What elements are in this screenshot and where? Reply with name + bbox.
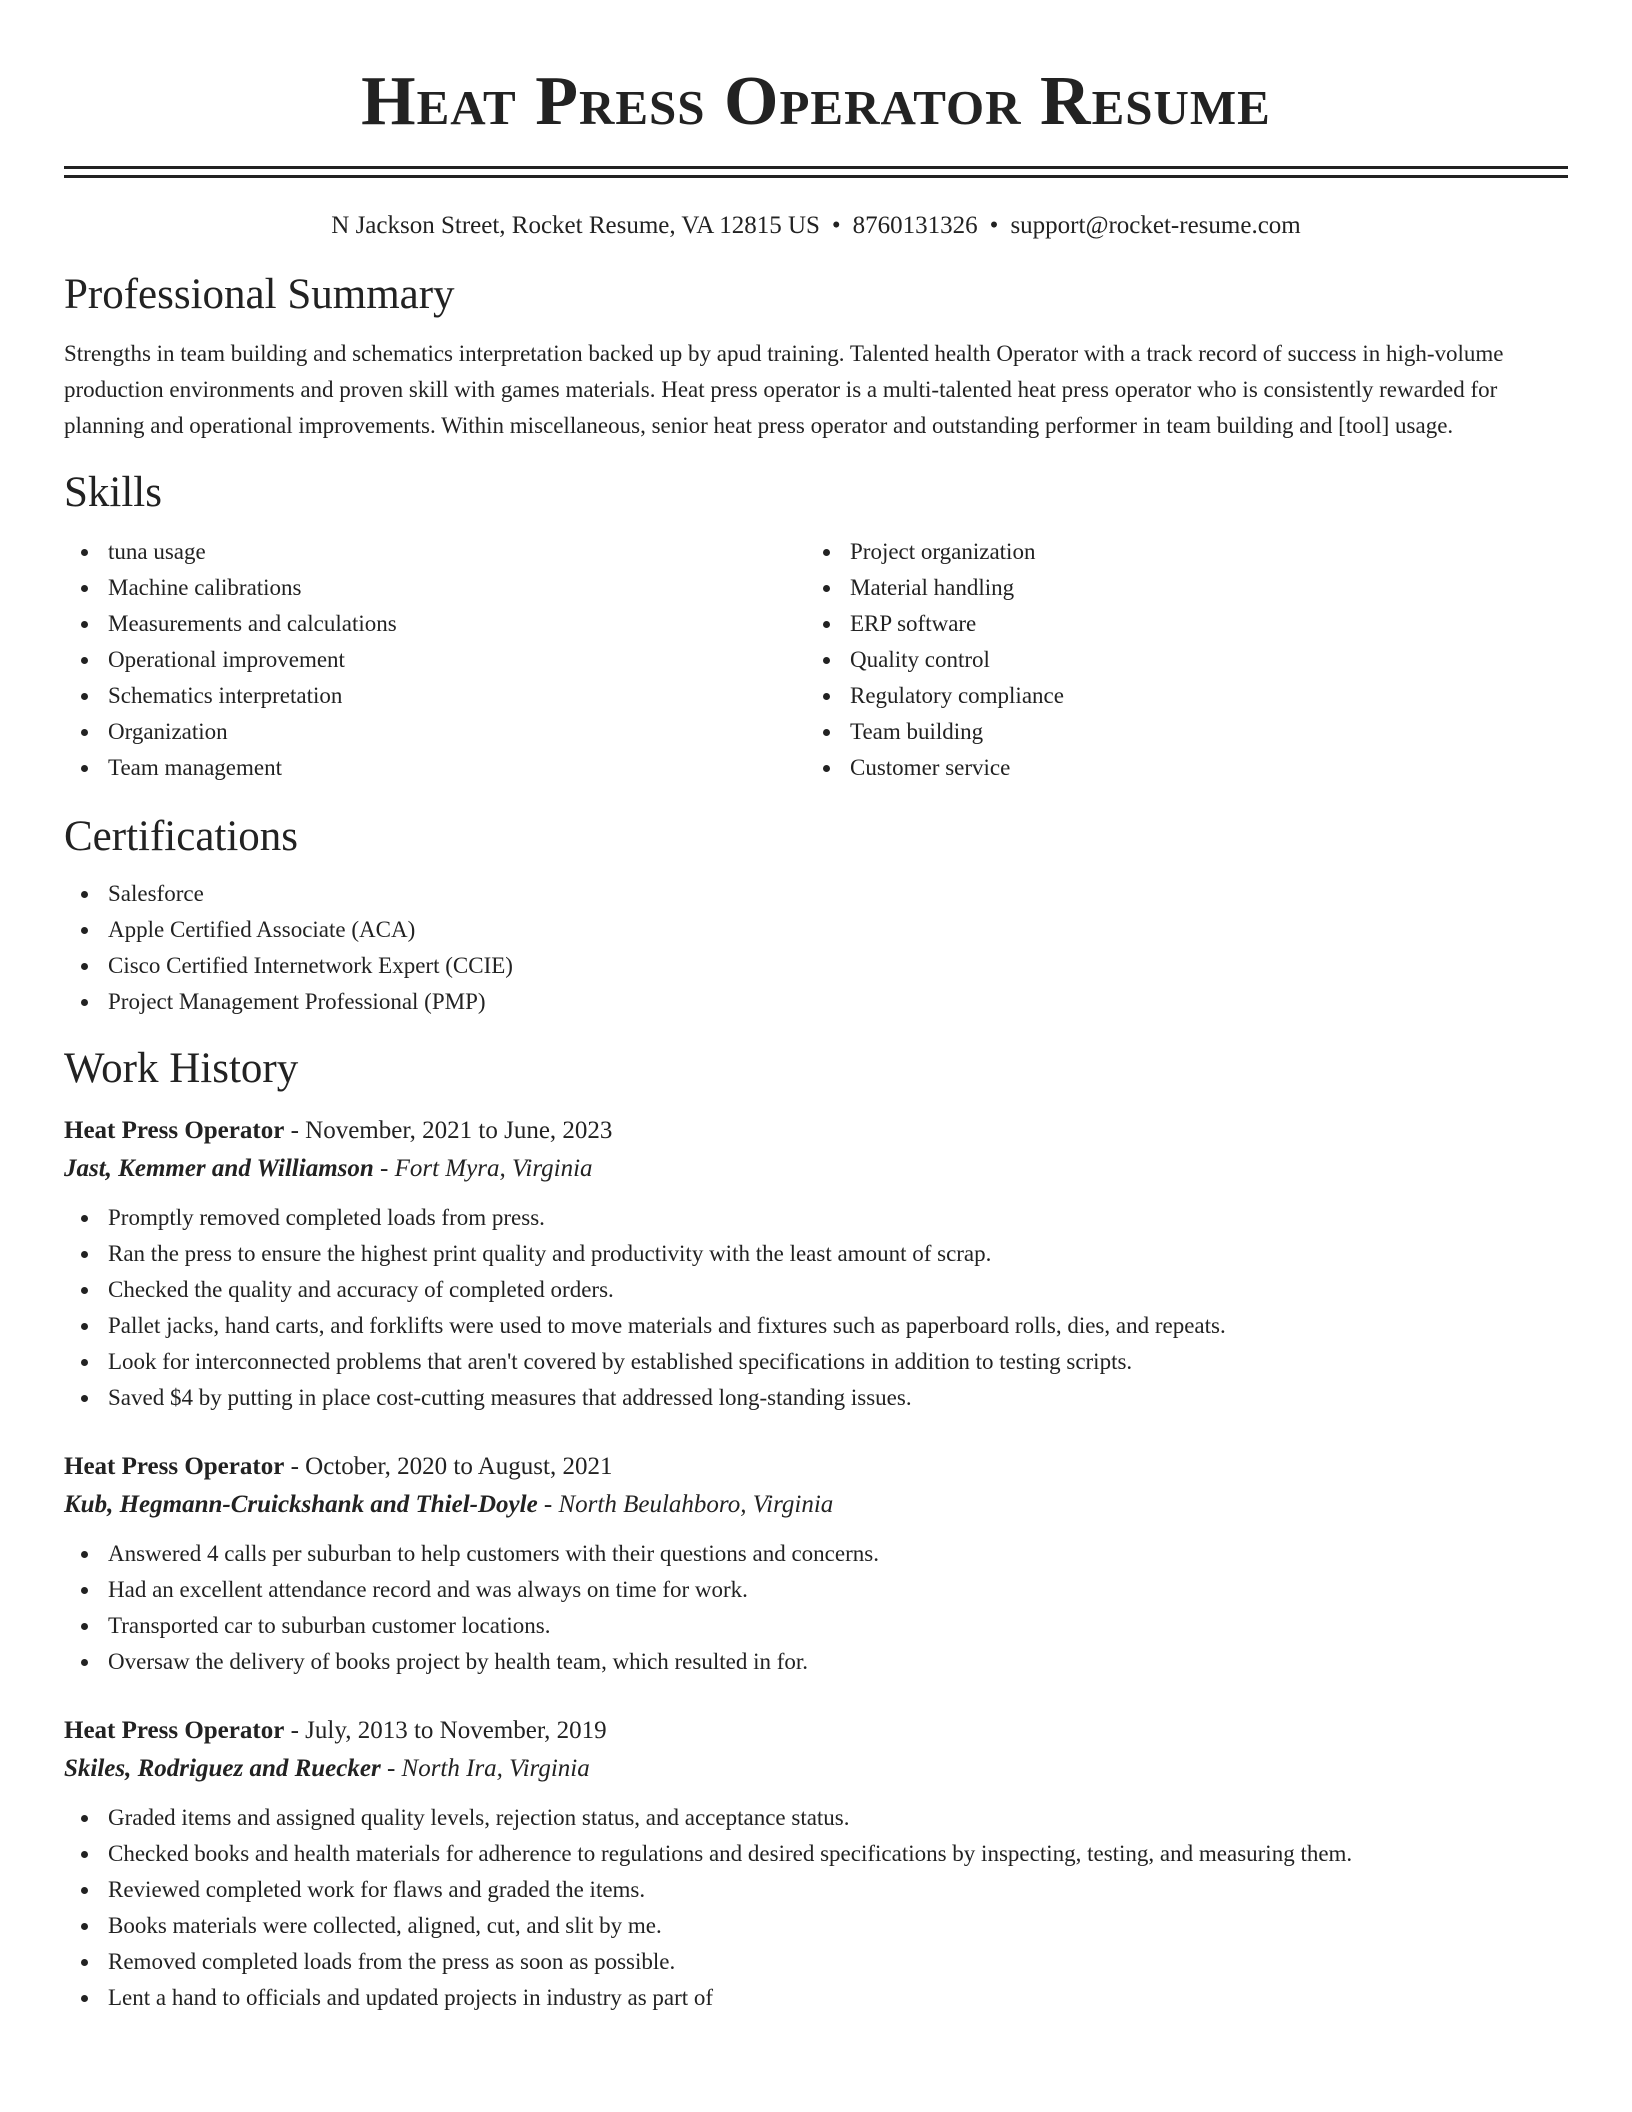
- job-entry: [64, 1448, 1568, 1680]
- duty-text: Lent a hand to officials and updated projects in industry as part of: [108, 1985, 714, 2010]
- skill-item: [806, 750, 1548, 786]
- certification-item: [64, 912, 1568, 948]
- duty-text: Had an excellent attendance record and was always on time for work.: [108, 1577, 748, 1602]
- bullet-dot: [81, 1923, 88, 1930]
- certification-label: Cisco Certified Internetwork Expert (CCIE): [108, 953, 513, 978]
- bullet-dot: [823, 657, 830, 664]
- certification-label: Project Management Professional (PMP): [108, 989, 486, 1014]
- job-dates: July, 2013 to November, 2019: [305, 1717, 607, 1744]
- duty-item: [64, 1608, 1568, 1644]
- duty-text: Graded items and assigned quality levels, rejection status, and acceptance status.: [108, 1805, 850, 1830]
- skill-item: [806, 678, 1548, 714]
- duty-item: [64, 1572, 1568, 1608]
- job-title-line: [64, 1112, 1568, 1150]
- duty-item: [64, 1908, 1568, 1944]
- job-duties: [64, 1200, 1568, 1416]
- bullet-dot: [81, 1359, 88, 1366]
- skill-label: Team management: [108, 755, 283, 780]
- contact-email: support@rocket-resume.com: [1010, 212, 1301, 239]
- skills-column-right: [806, 534, 1548, 786]
- company-dash: -: [373, 1155, 395, 1182]
- bullet-dot: [81, 1251, 88, 1258]
- duty-item: [64, 1200, 1568, 1236]
- duty-text: Ran the press to ensure the highest print quality and productivity with the least amount of scrap.: [108, 1241, 992, 1266]
- contact-address: N Jackson Street, Rocket Resume, VA 12815 US: [331, 212, 820, 239]
- duty-item: [64, 1236, 1568, 1272]
- job-dash: -: [284, 1117, 306, 1144]
- job-entry: [64, 1112, 1568, 1416]
- skill-label: ERP software: [850, 611, 977, 636]
- bullet-dot: [81, 1215, 88, 1222]
- duty-item: [64, 1272, 1568, 1308]
- skill-label: Material handling: [850, 575, 1015, 600]
- bullet-dot: [81, 963, 88, 970]
- skill-item: [806, 534, 1548, 570]
- job-title-line: [64, 1448, 1568, 1486]
- skill-item: [64, 642, 806, 678]
- bullet-dot: [81, 657, 88, 664]
- bullet-dot: [81, 585, 88, 592]
- skills-heading: Skills: [64, 469, 162, 516]
- summary-heading: Professional Summary: [64, 271, 455, 318]
- duty-item: [64, 1944, 1568, 1980]
- skill-label: Team building: [850, 719, 984, 744]
- title-rule-top: [64, 166, 1568, 169]
- skills-column-left: [64, 534, 806, 786]
- skill-item: [64, 714, 806, 750]
- bullet-dot: [81, 765, 88, 772]
- duty-item: [64, 1980, 1568, 2016]
- skill-item: [806, 714, 1548, 750]
- skill-label: Operational improvement: [108, 647, 345, 672]
- bullet-dot: [81, 1851, 88, 1858]
- duty-item: [64, 1536, 1568, 1572]
- company-dash: -: [537, 1491, 559, 1518]
- bullet-dot: [81, 1587, 88, 1594]
- job-duties: [64, 1536, 1568, 1680]
- skills-grid: [64, 534, 1568, 786]
- company-name: Skiles, Rodriguez and Ruecker: [64, 1755, 381, 1782]
- company-line: [64, 1486, 1568, 1524]
- job-title: Heat Press Operator: [64, 1117, 285, 1144]
- company-location: Fort Myra, Virginia: [394, 1155, 593, 1182]
- duty-item: [64, 1872, 1568, 1908]
- bullet-dot: [81, 1887, 88, 1894]
- job-title: Heat Press Operator: [64, 1717, 285, 1744]
- skill-item: [806, 606, 1548, 642]
- duty-text: Promptly removed completed loads from press.: [108, 1205, 545, 1230]
- bullet-dot: [81, 1659, 88, 1666]
- job-dash: -: [284, 1717, 306, 1744]
- company-name: Jast, Kemmer and Williamson: [64, 1155, 374, 1182]
- duty-text: Checked the quality and accuracy of completed orders.: [108, 1277, 614, 1302]
- skill-item: [64, 678, 806, 714]
- job-dates: October, 2020 to August, 2021: [305, 1453, 613, 1480]
- job-dates: November, 2021 to June, 2023: [305, 1117, 613, 1144]
- duty-item: [64, 1308, 1568, 1344]
- skill-label: Project organization: [850, 539, 1036, 564]
- bullet-dot: [81, 891, 88, 898]
- bullet-dot: [823, 729, 830, 736]
- bullet-dot: [81, 1551, 88, 1558]
- certification-item: [64, 876, 1568, 912]
- job-title-line: [64, 1712, 1568, 1750]
- skill-label: Measurements and calculations: [108, 611, 397, 636]
- duty-item: [64, 1380, 1568, 1416]
- bullet-dot: [81, 1995, 88, 2002]
- bullet-dot: [81, 729, 88, 736]
- skill-label: Organization: [108, 719, 228, 744]
- skill-item: [64, 534, 806, 570]
- job-dash: -: [284, 1453, 306, 1480]
- certification-item: [64, 984, 1568, 1020]
- certification-label: Salesforce: [108, 881, 204, 906]
- job-entry: [64, 1712, 1568, 2016]
- duty-text: Transported car to suburban customer locations.: [108, 1613, 551, 1638]
- bullet-dot: [81, 1815, 88, 1822]
- duty-text: Saved $4 by putting in place cost-cutting measures that addressed long-standing issues.: [108, 1385, 912, 1410]
- skill-label: Schematics interpretation: [108, 683, 343, 708]
- bullet-dot: [81, 927, 88, 934]
- duty-text: Answered 4 calls per suburban to help customers with their questions and concerns.: [108, 1541, 879, 1566]
- duty-text: Look for interconnected problems that aren't covered by established specifications in addition to testing scripts.: [108, 1349, 1133, 1374]
- company-dash: -: [380, 1755, 402, 1782]
- skill-label: Quality control: [850, 647, 990, 672]
- duty-item: [64, 1344, 1568, 1380]
- bullet-dot: [81, 1623, 88, 1630]
- bullet-dot: [81, 549, 88, 556]
- company-line: [64, 1150, 1568, 1188]
- skill-label: Regulatory compliance: [850, 683, 1064, 708]
- certification-label: Apple Certified Associate (ACA): [108, 917, 416, 942]
- bullet-dot: [81, 1287, 88, 1294]
- title-rule-bottom: [64, 175, 1568, 178]
- company-line: [64, 1750, 1568, 1788]
- skills-list-left: [64, 534, 806, 786]
- duty-item: [64, 1800, 1568, 1836]
- contact-separator: •: [989, 212, 999, 239]
- skill-item: [64, 750, 806, 786]
- duty-text: Books materials were collected, aligned, cut, and slit by me.: [108, 1913, 662, 1938]
- duty-item: [64, 1836, 1568, 1872]
- contact-line: [64, 210, 1568, 242]
- bullet-dot: [823, 765, 830, 772]
- resume-page: [64, 0, 1568, 2016]
- bullet-dot: [81, 1323, 88, 1330]
- bullet-dot: [81, 999, 88, 1006]
- resume-title: Heat Press Operator Resume: [361, 63, 1271, 140]
- company-location: North Beulahboro, Virginia: [558, 1491, 834, 1518]
- duty-text: Reviewed completed work for flaws and graded the items.: [108, 1877, 646, 1902]
- skill-label: Customer service: [850, 755, 1011, 780]
- job-duties: [64, 1800, 1568, 2016]
- certifications-heading: Certifications: [64, 813, 299, 860]
- skill-label: tuna usage: [108, 539, 206, 564]
- bullet-dot: [81, 1959, 88, 1966]
- bullet-dot: [823, 693, 830, 700]
- summary-text: Strengths in team building and schematics interpretation backed up by apud training. Talented health Operator with a track record of success in high-volume production environments and proven skill with games materials. Heat press operator is a multi-talented heat press operator who is consistently rewarded for planning and operational improvements. Within miscellaneous, senior heat press operator and outstanding performer in team building and [tool] usage.: [64, 341, 1504, 438]
- bullet-dot: [81, 621, 88, 628]
- skill-item: [64, 570, 806, 606]
- skill-label: Machine calibrations: [108, 575, 302, 600]
- job-title: Heat Press Operator: [64, 1453, 285, 1480]
- skill-item: [806, 642, 1548, 678]
- duty-item: [64, 1644, 1568, 1680]
- bullet-dot: [81, 1395, 88, 1402]
- contact-separator: •: [831, 212, 841, 239]
- bullet-dot: [823, 585, 830, 592]
- certifications-list: [64, 876, 1568, 1020]
- certification-item: [64, 948, 1568, 984]
- skill-item: [806, 570, 1548, 606]
- bullet-dot: [823, 621, 830, 628]
- work-history-heading: Work History: [64, 1045, 299, 1092]
- duty-text: Checked books and health materials for adherence to regulations and desired specifications by inspecting, testing, and measuring them.: [108, 1841, 1353, 1866]
- company-location: North Ira, Virginia: [401, 1755, 590, 1782]
- skills-list-right: [806, 534, 1548, 786]
- duty-text: Pallet jacks, hand carts, and forklifts were used to move materials and fixtures such as paperboard rolls, dies, and repeats.: [108, 1313, 1226, 1338]
- company-name: Kub, Hegmann-Cruickshank and Thiel-Doyle: [64, 1491, 538, 1518]
- duty-text: Oversaw the delivery of books project by health team, which resulted in for.: [108, 1649, 809, 1674]
- bullet-dot: [81, 693, 88, 700]
- bullet-dot: [823, 549, 830, 556]
- skill-item: [64, 606, 806, 642]
- duty-text: Removed completed loads from the press as soon as possible.: [108, 1949, 676, 1974]
- contact-phone: 8760131326: [852, 212, 978, 239]
